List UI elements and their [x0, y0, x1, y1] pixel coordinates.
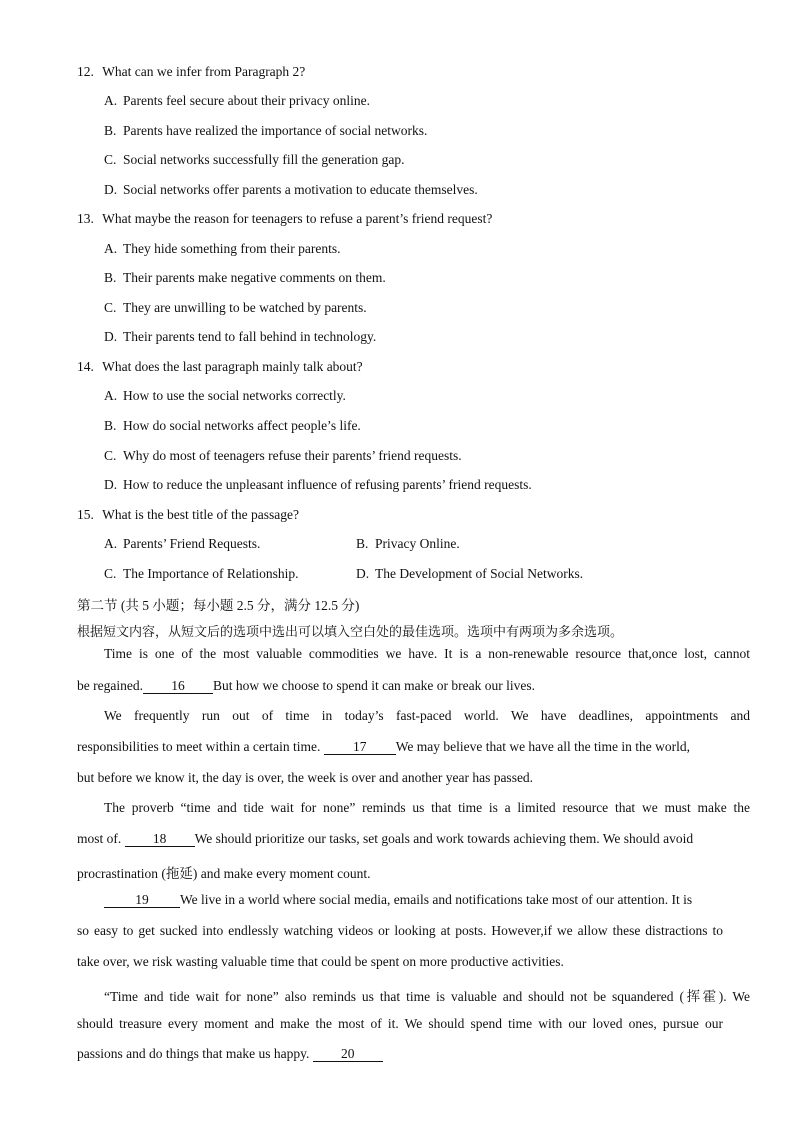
passage-line: so easy to get sucked into endlessly watching videos or looking at posts. However,if we allow these distractions to [77, 923, 723, 938]
passage-line: We frequently run out of time in today’s fast-paced world. We have deadlines, appointments and [104, 708, 750, 723]
passage-line: “Time and tide wait for none” also reminds us that time is valuable and should not be squandered (挥霍). We [104, 989, 750, 1004]
option-text: How do social networks affect people’s life. [123, 418, 361, 433]
option-letter: D. [104, 477, 118, 492]
option-text: The Development of Social Networks. [375, 566, 584, 581]
question-stem: What does the last paragraph mainly talk about? [102, 359, 363, 374]
blank-17[interactable]: 17 [324, 740, 396, 755]
option-letter: B. [104, 270, 117, 285]
option-13d [104, 329, 376, 345]
passage-line [77, 1046, 723, 1062]
option-text: Parents feel secure about their privacy online. [123, 93, 371, 108]
option-text: Social networks offer parents a motivation to educate themselves. [123, 182, 478, 197]
passage-line: should treasure every moment and make the most of it. We should spend time with our loved ones, pursue our [77, 1016, 723, 1031]
option-text: Why do most of teenagers refuse their parents’ friend requests. [123, 448, 462, 463]
passage-line: Time is one of the most valuable commodities we have. It is a non-renewable resource that,once lost, cannot [104, 646, 750, 661]
option-text: They hide something from their parents. [123, 241, 341, 256]
option-letter: A. [104, 241, 118, 256]
question-13 [77, 211, 492, 227]
passage-text: be regained. [77, 678, 143, 693]
option-letter: C. [104, 152, 117, 167]
blank-20[interactable]: 20 [313, 1047, 383, 1062]
option-12b [104, 123, 427, 139]
passage-text: We should prioritize our tasks, set goals and work towards achieving them. We should avoid [194, 831, 694, 846]
passage-text: passions and do things that make us happy. [77, 1046, 310, 1061]
section-instruction: 根据短文内容，从短文后的选项中选出可以填入空白处的最佳选项。选项中有两项为多余选项。 [77, 624, 624, 639]
option-text: Parents’ Friend Requests. [123, 536, 261, 551]
option-letter: D. [104, 329, 118, 344]
option-13b [104, 270, 386, 286]
option-12d [104, 182, 478, 198]
option-letter: C. [104, 300, 117, 315]
option-letter: B. [104, 123, 117, 138]
option-12a [104, 93, 370, 109]
option-letter: A. [104, 388, 118, 403]
passage-line: but before we know it, the day is over, the week is over and another year has passed. [77, 770, 534, 785]
option-letter: A. [104, 536, 118, 551]
question-stem: What maybe the reason for teenagers to refuse a parent’s friend request? [102, 211, 493, 226]
option-text: Parents have realized the importance of social networks. [123, 123, 428, 138]
passage-text: We live in a world where social media, emails and notifications take most of our attention. It is [180, 892, 693, 907]
option-14c [104, 448, 462, 464]
option-text: How to use the social networks correctly. [123, 388, 346, 403]
passage-line: procrastination (拖延) and make every moment count. [77, 866, 371, 881]
option-letter: B. [104, 418, 117, 433]
option-14b [104, 418, 361, 434]
option-letter: D. [104, 182, 118, 197]
option-15a [104, 536, 260, 552]
option-text: They are unwilling to be watched by parents. [123, 300, 367, 315]
passage-line: take over, we risk wasting valuable time that could be spent on more productive activities. [77, 954, 564, 969]
option-text: The Importance of Relationship. [123, 566, 299, 581]
blank-16[interactable]: 16 [143, 679, 213, 694]
question-number: 14. [77, 359, 94, 374]
passage-line [77, 739, 723, 755]
option-15d [356, 566, 583, 582]
option-15b [356, 536, 460, 552]
passage-text: most of. [77, 831, 122, 846]
option-text: How to reduce the unpleasant influence of refusing parents’ friend requests. [123, 477, 532, 492]
option-13a [104, 241, 340, 257]
question-number: 12. [77, 64, 94, 79]
passage-line [77, 831, 723, 847]
option-letter: A. [104, 93, 118, 108]
option-15c [104, 566, 298, 582]
passage-line [77, 678, 723, 694]
option-text: Their parents tend to fall behind in technology. [123, 329, 377, 344]
option-text: Their parents make negative comments on them. [123, 270, 386, 285]
option-letter: C. [104, 566, 117, 581]
option-14a [104, 388, 346, 404]
option-12c [104, 152, 405, 168]
passage-line [77, 892, 750, 908]
passage-text: responsibilities to meet within a certain time. [77, 739, 321, 754]
option-13c [104, 300, 367, 316]
blank-18[interactable]: 18 [125, 832, 195, 847]
option-text: Privacy Online. [375, 536, 460, 551]
passage-text: We may believe that we have all the time in the world, [395, 739, 691, 754]
passage-text: But how we choose to spend it can make or break our lives. [212, 678, 536, 693]
question-stem: What is the best title of the passage? [102, 507, 299, 522]
blank-19[interactable]: 19 [104, 893, 180, 908]
option-letter: D. [356, 566, 370, 581]
passage-line: The proverb “time and tide wait for none” reminds us that time is a limited resource that we must make the [104, 800, 750, 815]
option-letter: C. [104, 448, 117, 463]
question-14 [77, 359, 363, 375]
option-text: Social networks successfully fill the generation gap. [123, 152, 405, 167]
section-title: 第二节 (共 5 小题；每小题 2.5 分，满分 12.5 分) [77, 598, 360, 613]
question-12 [77, 64, 305, 80]
question-15 [77, 507, 299, 523]
option-14d [104, 477, 532, 493]
option-letter: B. [356, 536, 369, 551]
question-number: 13. [77, 211, 94, 226]
question-number: 15. [77, 507, 94, 522]
question-stem: What can we infer from Paragraph 2? [102, 64, 306, 79]
